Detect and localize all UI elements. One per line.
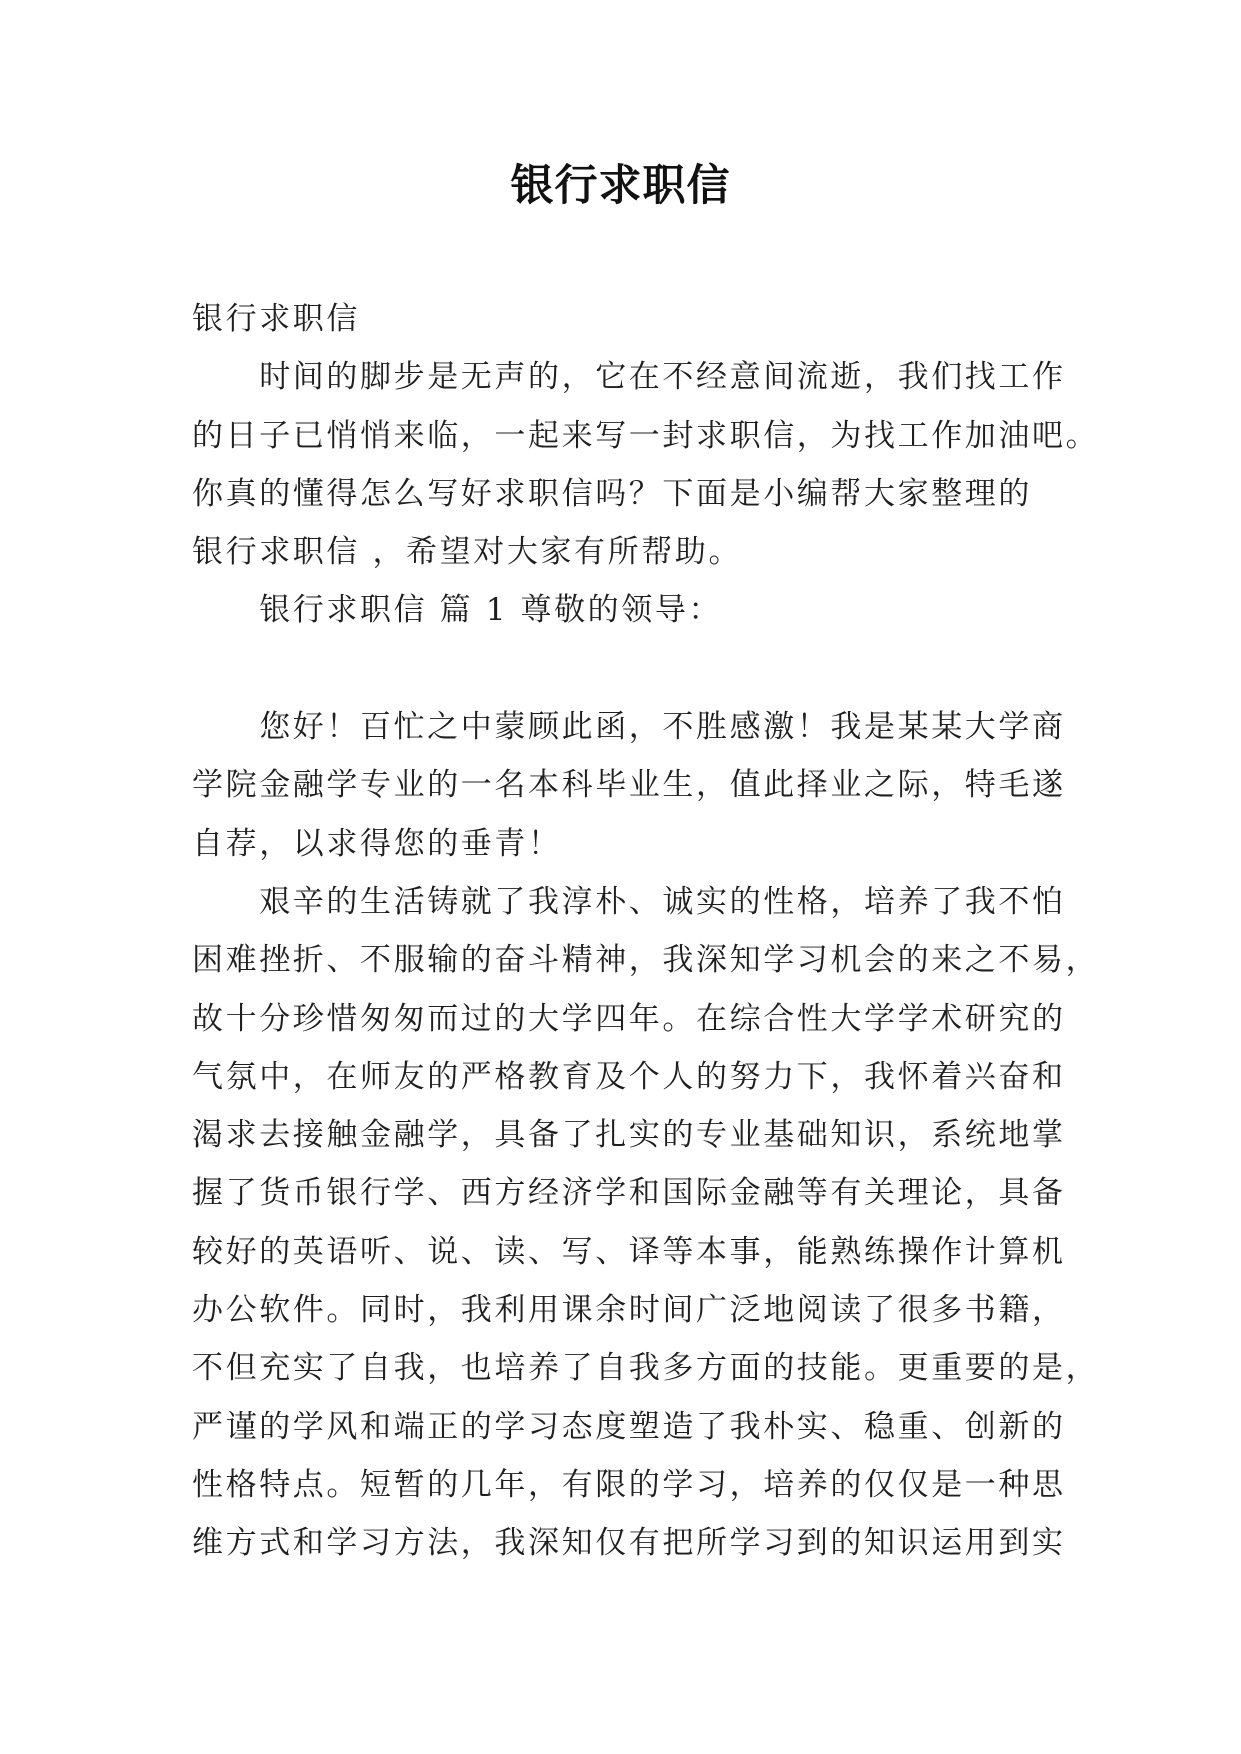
body-line: 办公软件。同时，我利用课余时间广泛地阅读了很多书籍，	[192, 1292, 1066, 1329]
body-line: 学院金融学专业的一名本科毕业生，值此择业之际，特毛遂	[192, 767, 1066, 804]
body-line: 的日子已悄悄来临，一起来写一封求职信，为找工作加油吧。	[192, 417, 1100, 454]
body-line: 艰辛的生活铸就了我淳朴、诚实的性格，培养了我不怕	[192, 883, 1066, 920]
body-line: 故十分珍惜匆匆而过的大学四年。在综合性大学学术研究的	[192, 1000, 1066, 1037]
body-line: 你真的懂得怎么写好求职信吗？下面是小编帮大家整理的	[192, 475, 1032, 512]
body-line: 维方式和学习方法，我深知仅有把所学习到的知识运用到实	[192, 1525, 1066, 1562]
body-line: 不但充实了自我，也培养了自我多方面的技能。更重要的是，	[192, 1350, 1100, 1387]
body-line: 气氛中，在师友的严格教育及个人的努力下，我怀着兴奋和	[192, 1058, 1066, 1095]
body-line: 较好的英语听、说、读、写、译等本事，能熟练操作计算机	[192, 1233, 1066, 1270]
body-line: 银行求职信 ，希望对大家有所帮助。	[192, 534, 743, 571]
document-title: 银行求职信	[510, 161, 731, 211]
body-line: 渴求去接触金融学，具备了扎实的专业基础知识，系统地掌	[192, 1117, 1066, 1154]
body-line: 自荐，以求得您的垂青！	[192, 825, 562, 862]
body-line: 严谨的学风和端正的学习态度塑造了我朴实、稳重、创新的	[192, 1408, 1066, 1445]
body-line: 您好！百忙之中蒙顾此函，不胜感激！我是某某大学商	[192, 709, 1066, 746]
body-line: 银行求职信 篇 1 尊敬的领导：	[192, 592, 723, 629]
body-line: 困难挫折、不服输的奋斗精神，我深知学习机会的来之不易，	[192, 942, 1100, 979]
document-body	[192, 290, 1100, 1573]
body-line: 性格特点。短暂的几年，有限的学习，培养的仅仅是一种思	[192, 1466, 1066, 1503]
body-line: 时间的脚步是无声的，它在不经意间流逝，我们找工作	[192, 359, 1066, 396]
body-line: 银行求职信	[192, 301, 360, 337]
body-line: 握了货币银行学、西方经济学和国际金融等有关理论，具备	[192, 1175, 1066, 1212]
blank-line	[192, 640, 1072, 698]
